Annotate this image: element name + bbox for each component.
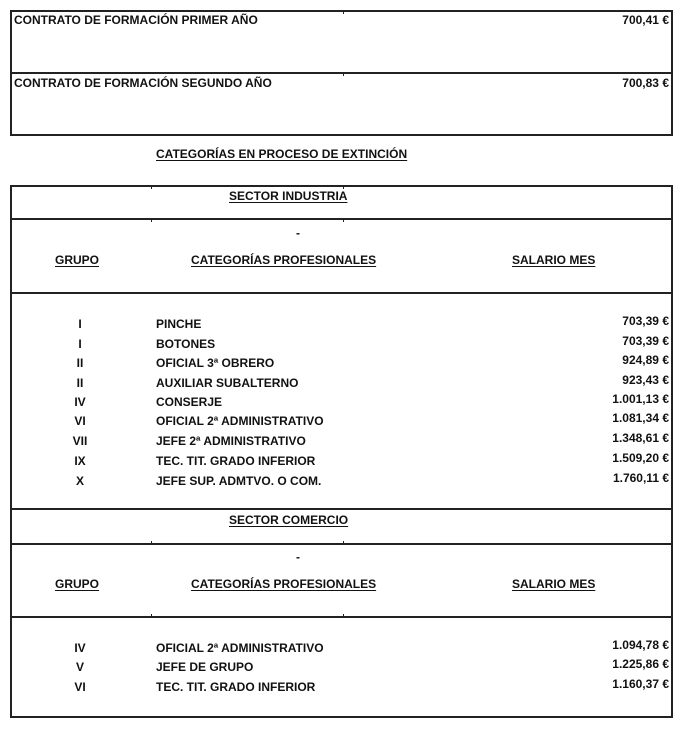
contract-label-second-year: CONTRATO DE FORMACIÓN SEGUNDO AÑO — [14, 76, 272, 90]
header-salary: SALARIO MES — [512, 253, 596, 267]
row-group: I — [78, 317, 82, 331]
header-salary: SALARIO MES — [512, 577, 596, 591]
row-salary: 703,39 € — [622, 334, 669, 348]
row-salary: 703,39 € — [622, 314, 669, 328]
row-group: VII — [72, 434, 88, 448]
row-group: II — [76, 376, 84, 390]
row-salary: 1.001,13 € — [612, 392, 669, 406]
header-category: CATEGORÍAS PROFESIONALES — [191, 577, 377, 591]
row-group: VI — [74, 414, 86, 428]
section-title: CATEGORÍAS EN PROCESO DE EXTINCIÓN — [156, 147, 408, 161]
row-salary: 1.760,11 € — [612, 471, 669, 485]
sector-comercio-title: SECTOR COMERCIO — [229, 513, 349, 527]
row-category: OFICIAL 2ª ADMINISTRATIVO — [156, 641, 324, 655]
row-salary: 1.081,34 € — [612, 411, 669, 425]
row-category: BOTONES — [156, 337, 216, 351]
row-salary: 924,89 € — [622, 353, 669, 367]
row-group: IV — [74, 641, 86, 655]
header-category: CATEGORÍAS PROFESIONALES — [191, 253, 377, 267]
row-salary: 1.160,37 € — [612, 677, 669, 691]
row-group: X — [75, 474, 84, 488]
header-dash: - — [296, 226, 300, 240]
divider — [10, 508, 673, 510]
header-group: GRUPO — [55, 253, 100, 267]
row-category: JEFE 2ª ADMINISTRATIVO — [156, 434, 306, 448]
row-category: JEFE SUP. ADMTVO. O COM. — [156, 474, 322, 488]
divider — [343, 541, 344, 545]
row-category: CONSERJE — [156, 395, 223, 409]
row-category: OFICIAL 2ª ADMINISTRATIVO — [156, 414, 324, 428]
row-category: PINCHE — [156, 317, 202, 331]
row-salary: 1.225,86 € — [612, 657, 669, 671]
row-group: V — [75, 660, 84, 674]
row-category: OFICIAL 3ª OBRERO — [156, 356, 275, 370]
divider — [343, 614, 344, 618]
row-group: IV — [74, 395, 86, 409]
row-group: II — [76, 356, 84, 370]
divider — [151, 185, 152, 189]
divider — [10, 292, 673, 294]
row-category: AUXILIAR SUBALTERNO — [156, 376, 299, 390]
divider — [343, 72, 344, 76]
divider — [151, 541, 152, 545]
divider — [151, 614, 152, 618]
divider — [343, 218, 344, 222]
divider — [10, 543, 673, 545]
row-category: JEFE DE GRUPO — [156, 660, 254, 674]
contract-label-first-year: CONTRATO DE FORMACIÓN PRIMER AÑO — [14, 13, 258, 27]
row-salary: 1.094,78 € — [612, 638, 669, 652]
contract-salary-first-year: 700,41 € — [622, 13, 669, 27]
sector-industria-title: SECTOR INDUSTRIA — [229, 189, 348, 203]
contract-salary-second-year: 700,83 € — [622, 76, 669, 90]
row-group: VI — [74, 680, 86, 694]
row-salary: 1.509,20 € — [612, 451, 669, 465]
divider — [10, 616, 673, 618]
row-group: IX — [74, 454, 86, 468]
header-dash: - — [296, 550, 300, 564]
row-salary: 1.348,61 € — [612, 431, 669, 445]
divider — [151, 218, 152, 222]
header-group: GRUPO — [55, 577, 100, 591]
divider — [10, 218, 673, 220]
row-category: TEC. TIT. GRADO INFERIOR — [156, 454, 316, 468]
row-category: TEC. TIT. GRADO INFERIOR — [156, 680, 316, 694]
divider — [343, 10, 344, 14]
row-salary: 923,43 € — [622, 373, 669, 387]
divider — [10, 72, 673, 74]
row-group: I — [78, 337, 82, 351]
